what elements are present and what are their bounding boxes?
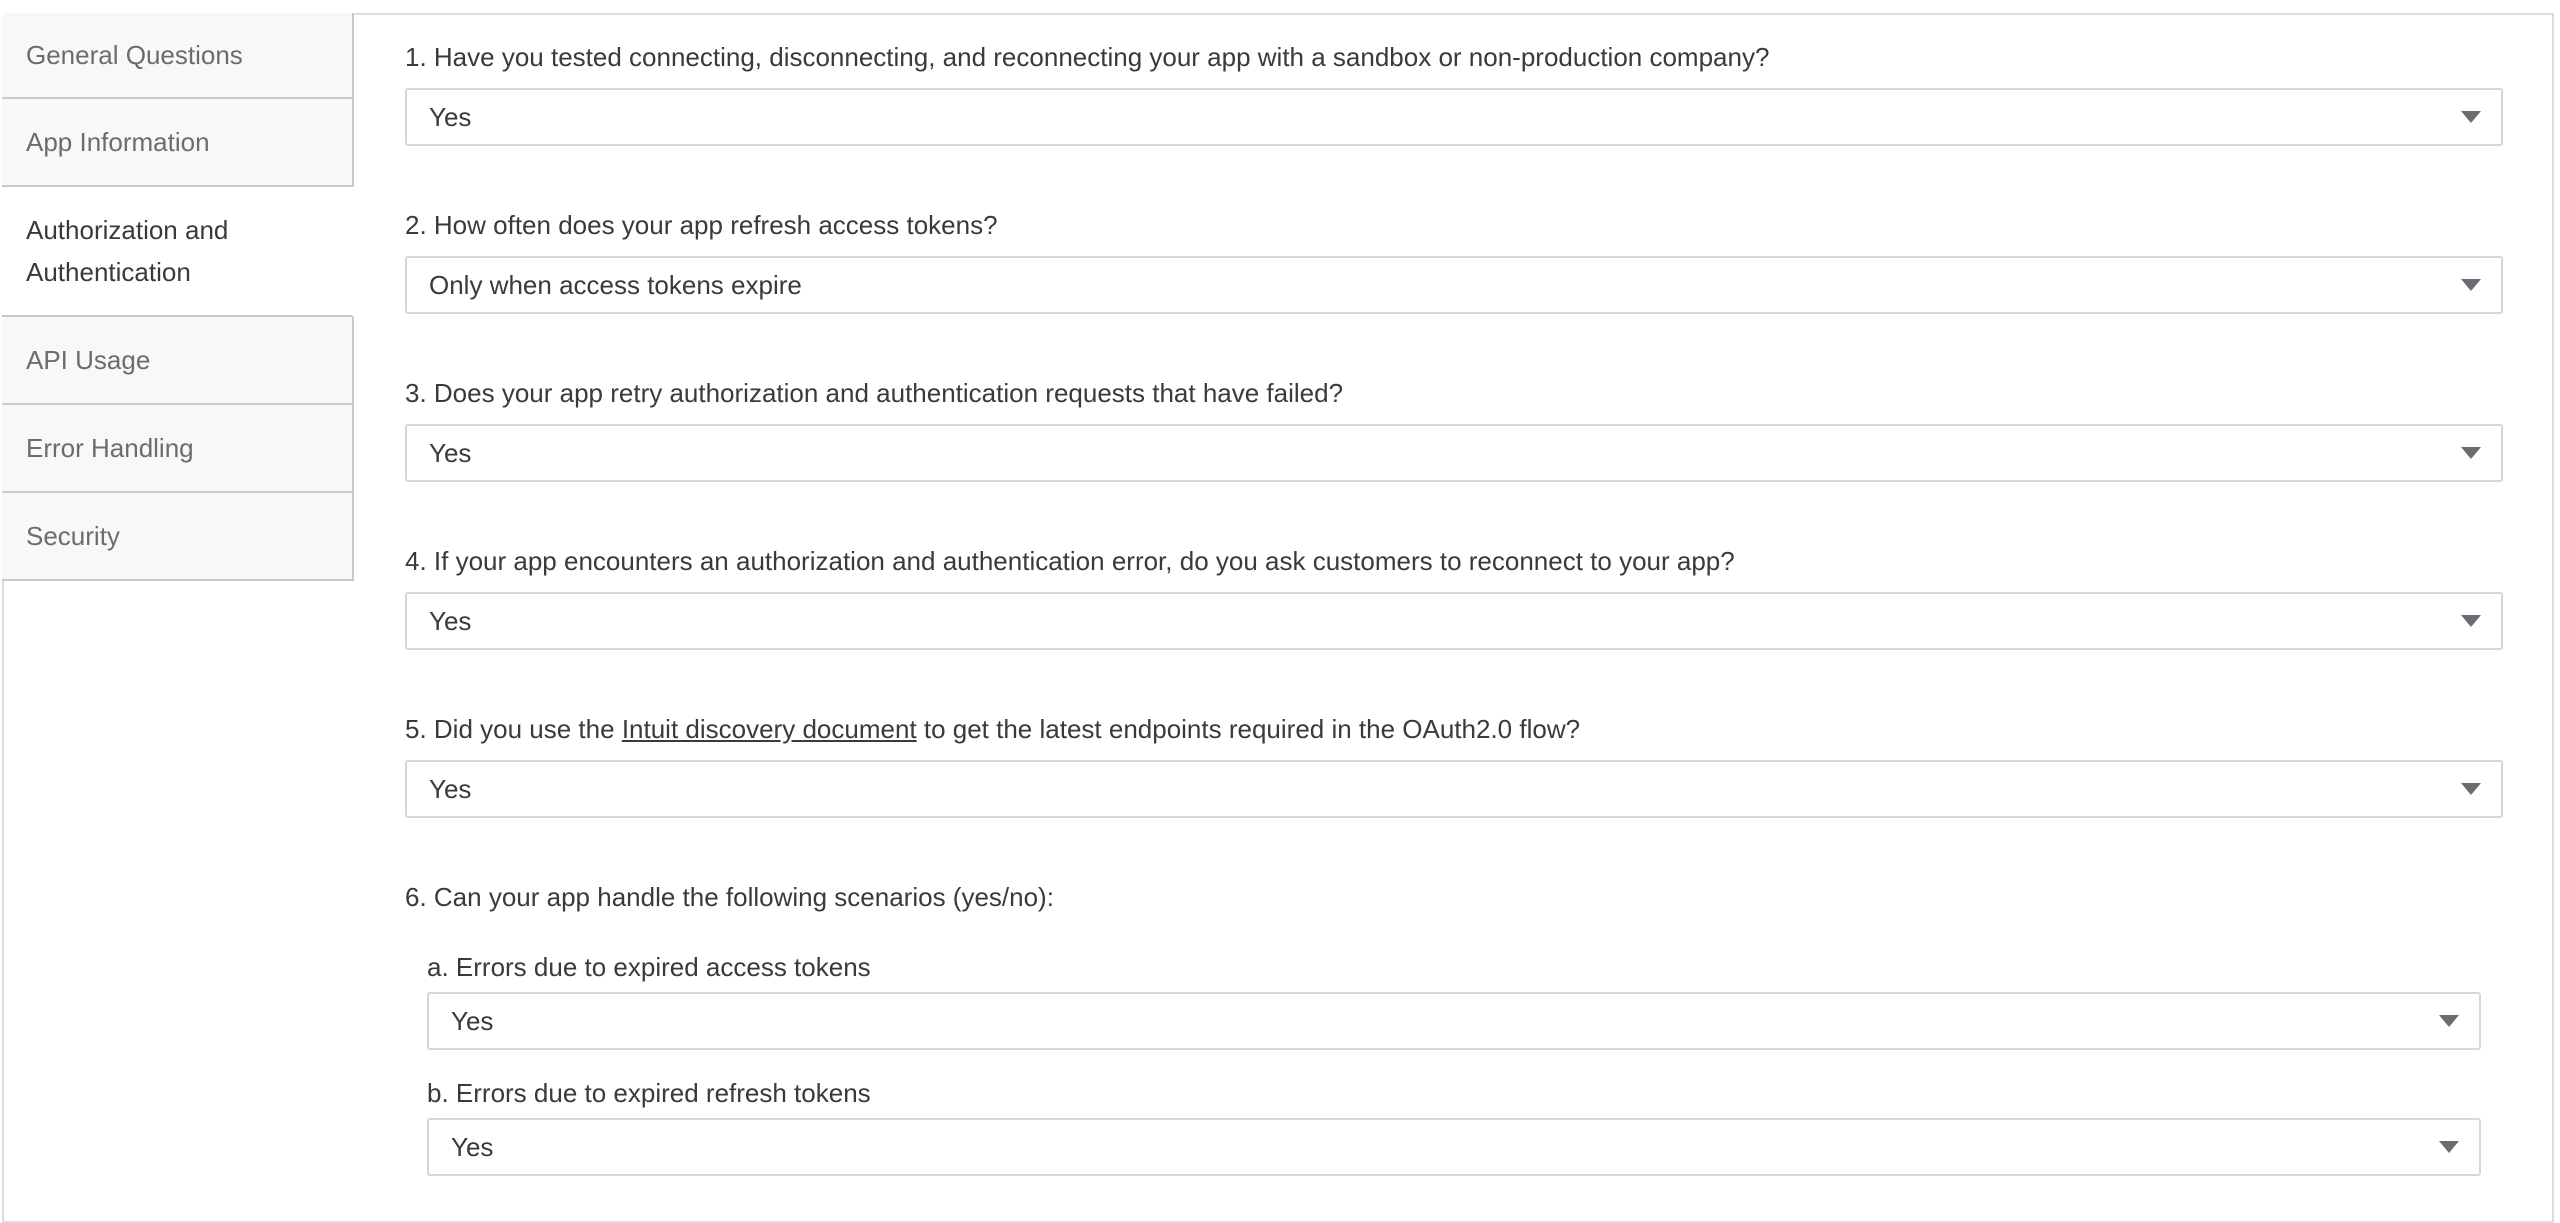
question-label	[405, 712, 2503, 746]
caret-down-icon	[2461, 279, 2481, 291]
caret-down-icon	[2439, 1141, 2459, 1153]
question-label: 6. Can your app handle the following scenarios (yes/no):	[405, 882, 1054, 912]
selected-value: Yes	[429, 773, 472, 804]
question-1	[405, 40, 2503, 208]
question-6	[405, 880, 2503, 1202]
question-label-before: 5. Did you use the	[405, 714, 622, 744]
sidebar-item-label: Error Handling	[26, 432, 194, 463]
question-label: 3. Does your app retry authorization and authentication requests that have failed?	[405, 378, 1344, 408]
questionnaire-form	[405, 40, 2503, 1202]
question-label: 4. If your app encounters an authorization and authentication error, do you ask customers to reconnect to your app?	[405, 546, 1735, 576]
answer-dropdown[interactable]	[405, 760, 2503, 818]
scenario-b	[427, 1076, 2503, 1202]
answer-dropdown[interactable]	[405, 424, 2503, 482]
question-label: 2. How often does your app refresh access tokens?	[405, 210, 998, 240]
scenario-a	[427, 950, 2503, 1076]
answer-dropdown[interactable]	[405, 592, 2503, 650]
sidebar-item-security[interactable]	[2, 493, 354, 581]
selected-value: Only when access tokens expire	[429, 269, 802, 300]
caret-down-icon	[2461, 447, 2481, 459]
question-label: 1. Have you tested connecting, disconnecting, and reconnecting your app with a sandbox or non-production company?	[405, 42, 1770, 72]
sidebar-item-api-usage[interactable]	[2, 317, 354, 405]
scenario-label: a. Errors due to expired access tokens	[427, 952, 871, 982]
answer-dropdown[interactable]	[427, 992, 2481, 1050]
scenario-list	[427, 950, 2503, 1202]
question-2	[405, 208, 2503, 376]
sidebar-item-general-questions[interactable]	[2, 13, 354, 99]
selected-value: Yes	[451, 1005, 494, 1036]
sidebar-item-label: Authorization and Authentication	[26, 215, 229, 287]
question-5	[405, 712, 2503, 880]
selected-value: Yes	[429, 605, 472, 636]
question-label-after: to get the latest endpoints required in the OAuth2.0 flow?	[916, 714, 1581, 744]
intuit-discovery-document-link[interactable]: Intuit discovery document	[621, 714, 917, 744]
sidebar-item-error-handling[interactable]	[2, 405, 354, 493]
selected-value: Yes	[429, 101, 472, 132]
caret-down-icon	[2439, 1015, 2459, 1027]
selected-value: Yes	[451, 1131, 494, 1162]
caret-down-icon	[2461, 615, 2481, 627]
question-4	[405, 544, 2503, 712]
selected-value: Yes	[429, 437, 472, 468]
answer-dropdown[interactable]	[405, 256, 2503, 314]
answer-dropdown[interactable]	[427, 1118, 2481, 1176]
question-3	[405, 376, 2503, 544]
sidebar-item-label: Security	[26, 520, 120, 551]
sidebar	[2, 13, 354, 581]
sidebar-item-label: General Questions	[26, 39, 243, 70]
sidebar-item-app-information[interactable]	[2, 99, 354, 187]
answer-dropdown[interactable]	[405, 88, 2503, 146]
caret-down-icon	[2461, 783, 2481, 795]
sidebar-item-label: API Usage	[26, 344, 151, 375]
caret-down-icon	[2461, 111, 2481, 123]
sidebar-item-authorization-and-authentication[interactable]	[2, 187, 354, 317]
scenario-label: b. Errors due to expired refresh tokens	[427, 1078, 871, 1108]
sidebar-item-label: App Information	[26, 126, 210, 157]
